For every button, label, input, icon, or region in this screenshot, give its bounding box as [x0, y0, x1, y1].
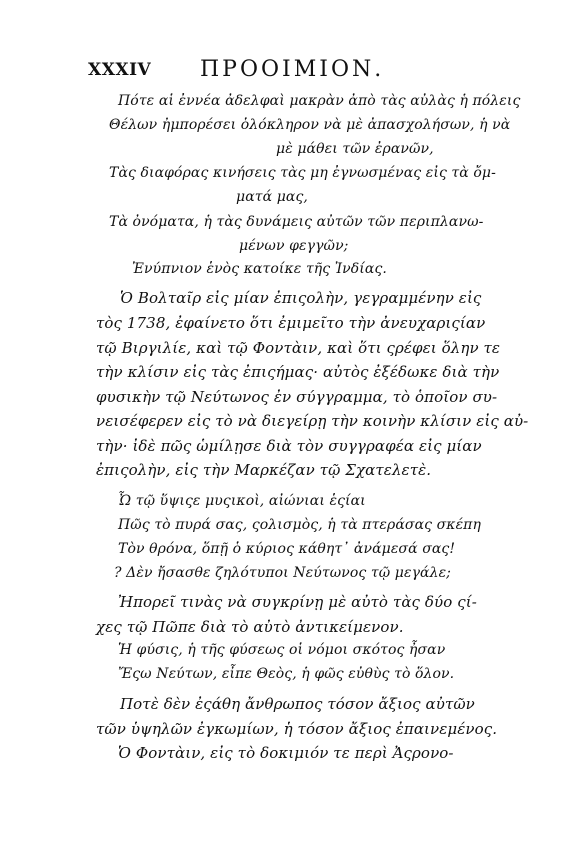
paragraph-line: ἐπιςολὴν, εἰς τὴν Μαρκέζαν τῷ Σχατελετὲ. — [96, 461, 432, 479]
poem-line: Ὦ τῷ ὕψιςε μυςικοὶ, αἰώνιαι ἑςίαι — [118, 493, 366, 509]
paragraph-line: Ὁ Φοντὰιν, εἰς τὸ δοκιμιόν τε περὶ Ἀςρονο- — [118, 744, 454, 762]
paragraph-line: Ὁ Βολταῖρ εἰς μίαν ἐπιςολὴν, γεγραμμένην εἰς — [120, 289, 482, 307]
poem-line: μὲ μάθει τῶν ἐρανῶν, — [276, 141, 434, 157]
running-header — [88, 56, 506, 84]
paragraph-line: Ποτὲ δὲν ἐςάθη ἄνθρωπος τόσον ἄξιος αὐτῶν — [120, 695, 475, 713]
poem-line: Πῶς τὸ πυρά σας, ςολισμὸς, ἡ τὰ πτεράσας σκέπη — [118, 517, 481, 533]
poem-line: ? Δὲν ἤσασθε ζηλότυποι Νεύτωνος τῷ μεγάλε; — [114, 565, 452, 581]
paragraph-line: φυσικὴν τῷ Νεύτωνος ἐν σύγγραμμα, τὸ ὁποῖον συ- — [96, 388, 498, 406]
poem-line: Τὸν θρόνα, ὅπῇ ὁ κύριος κάθητ᾽ ἀνάμεσά σας! — [118, 541, 456, 557]
poem-line: Θέλων ἠμπορέσει ὁλόκληρον νὰ μὲ ἀπασχολήσων, ἡ νὰ — [109, 117, 511, 133]
paragraph-line: Ἠπορεῖ τινὰς νὰ συγκρίνῃ μὲ αὐτὸ τὰς δύο ςί- — [118, 593, 477, 611]
poem-line: μένων φεγγῶν; — [239, 238, 349, 254]
page-number: XXXIV — [88, 60, 152, 80]
poem-caption: Ἐνύπνιον ἑνὸς κατοίκε τῆς Ἰνδίας. — [132, 261, 387, 277]
paragraph-line: τῶν ὑψηλῶν ἐγκωμίων, ἡ τόσον ἄξιος ἐπαινεμένος. — [96, 720, 498, 738]
paragraph-line: νεισέφερεν εἰς τὸ νὰ διεγείρῃ τὴν κοινὴν κλίσιν εἰς αὐ- — [96, 412, 529, 430]
paragraph-line: τὴν· ἰδὲ πῶς ὡμίλῃσε διὰ τὸν συγγραφέα εἰς μίαν — [96, 437, 482, 455]
paragraph-line: χες τῷ Πῶπε διὰ τὸ αὐτὸ ἀντικείμενον. — [96, 618, 404, 636]
paragraph-line: τῷ Βιργιλίε, καὶ τῷ Φοντὰιν, καὶ ὅτι ςρέφει ὅλην τε — [96, 339, 501, 357]
page-title: ΠΡΟΟΙΜΙΟΝ. — [200, 57, 385, 82]
paragraph-line: τὸς 1738, ἐφαίνετο ὅτι ἐμιμεῖτο τὴν ἀνευχαριςίαν — [96, 314, 486, 332]
poem-line: Τὰς διαφόρας κινήσεις τὰς μη ἐγνωσμένας εἰς τὰ ὄμ- — [109, 165, 496, 181]
poem-line: Πότε αἱ ἐννέα ἀδελφαὶ μακρὰν ἀπὸ τὰς αὐλὰς ἡ πόλεις — [118, 93, 521, 109]
poem-line: Ἡ φύσις, ἡ τῆς φύσεως οἱ νόμοι σκότος ἦσαν — [118, 642, 446, 658]
paragraph-line: τὴν κλίσιν εἰς τὰς ἐπιςήμας· αὐτὸς ἐξέδωκε διὰ τὴν — [96, 363, 500, 381]
poem-line: Τὰ ὀνόματα, ἡ τὰς δυνάμεις αὐτῶν τῶν περιπλανω- — [109, 214, 484, 230]
poem-line: Ἔςω Νεύτων, εἶπε Θεὸς, ἡ φῶς εὐθὺς τὸ ὅλον. — [118, 666, 455, 682]
poem-line: ματά μας, — [236, 189, 308, 205]
